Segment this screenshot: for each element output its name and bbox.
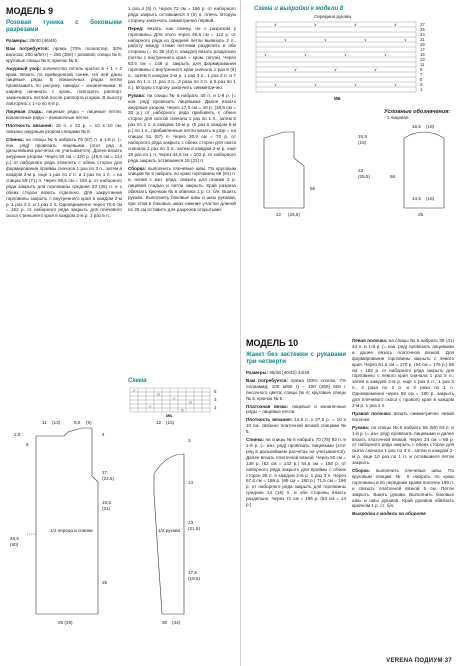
svg-text:O: O bbox=[157, 392, 160, 397]
svg-text:(25,5): (25,5) bbox=[288, 212, 301, 217]
model9-row-1-label: 1 bbox=[214, 405, 217, 410]
svg-text:15,5: 15,5 bbox=[358, 134, 367, 139]
model9-stockinette: Лицевая гладь: лицевые ряды – лицевые петли, изнаночные ряды – изнаночные петли. bbox=[6, 108, 123, 120]
dim-17-5: 17,5 bbox=[188, 570, 197, 575]
svg-text:∨: ∨ bbox=[364, 37, 367, 42]
model9-sleeve-label: 1/2 рукава bbox=[158, 528, 181, 533]
svg-text:14,5: 14,5 bbox=[412, 196, 421, 201]
svg-text:∨: ∨ bbox=[314, 22, 317, 27]
dim-3: 3 bbox=[188, 438, 191, 443]
svg-text:∨: ∨ bbox=[354, 82, 357, 87]
dim-11: 11 bbox=[42, 420, 47, 425]
svg-text:∨: ∨ bbox=[344, 52, 347, 57]
svg-text:∨: ∨ bbox=[354, 22, 357, 27]
dim-34: (34) bbox=[172, 620, 181, 625]
svg-text:∧: ∧ bbox=[173, 396, 176, 401]
svg-text:∨: ∨ bbox=[394, 82, 397, 87]
model10-sleeves: Рукава: на спицы № 6 набрать 55 (59) 63 п. и 1-й р. (= изн. ряд) провязать лицевыми и далее вязать платочной вязкой. Через 24 см = 66 р. от наборного ряда закрыть с обеих сторон для оката сначала 1 раз по 3 п., затем в каждом 2-м р. еще 10 раз по 1 п. и оставшиеся петли закрыть. bbox=[352, 424, 454, 466]
svg-text:23: 23 bbox=[420, 32, 425, 37]
svg-text:19: 19 bbox=[420, 42, 425, 47]
dim-9: (9) bbox=[86, 420, 92, 425]
model9-row-3-label: 3 bbox=[214, 397, 217, 402]
svg-text:5: 5 bbox=[420, 77, 423, 82]
dim-19-5: 19,5 bbox=[102, 500, 111, 505]
dim-30: 30 bbox=[162, 620, 168, 625]
model10-left-front: Левая полочка: на спицы № 6 набрать 38 (41) 44 п. и 1-й р. (= изн. ряд) провязать лицевыми и далее вязать платочной вязкой. Для формирования горловины закрыть с левого края. Через 61,5 см = 170 р. (64 см = 176 р.) 66 см = 182 р. от наборного ряда закрыть для горловины с левого края сначала 1 раз 5 п., затем в каждом 2-м р. еще 1 раз 4 п., 1 раз 3 п., 2 раза по 2 п. и 3 раза по 1 п. Одновременно через 69 см = 190 р. закрыть для плечевого скоса с правого края в каждом 2-м р. 1 раз 4 п. bbox=[352, 338, 454, 408]
model9-body-outline bbox=[36, 428, 98, 614]
dim-25: 25 bbox=[102, 580, 108, 585]
svg-text:∨: ∨ bbox=[324, 37, 327, 42]
svg-text:∨: ∨ bbox=[374, 67, 377, 72]
svg-text:∨: ∨ bbox=[264, 52, 267, 57]
svg-text:9: 9 bbox=[420, 67, 423, 72]
model9-back: Спинка: на спицы № 6 набрать 75 (87) п. и 1-й р. (= изн. ряд) провязать лицевыми (этот ряд в дальнейшем расчетах не учитывается). Далее вязать ажурным узором. Через 50 см = 120 р. (48,5 см = 114 р.) от наборного ряда отметить с обеих сторон для формирования проймы сначала 1 раз по 3 п., затем в каждом 2-м р. еще 1 раз по 2 п. и 1 раз по 1 п. = на спицах 59 (71) п. Через 69,5 см = 160 р. от наборного ряда закрыть для горловины средние 23 (25) п. и с обеих сторон вязать отдельно. Для закругления горловины закрыть с внутреннего края в каждом 2-м р. 1 раз 3 п. и 1 раз 2 п. Одновременно через 70,5 см = 162 р. от наборного ряда закрыть для плечевого скоса с внешнего края в каждом 2-м р. 1 раз 5 п., bbox=[6, 136, 122, 219]
model10-right-front: Правая полочка: вязать симметрично левой полочке. bbox=[352, 410, 454, 422]
dim-6: 6 bbox=[26, 442, 29, 447]
svg-text:(16): (16) bbox=[358, 140, 367, 145]
svg-text:22: 22 bbox=[276, 212, 282, 217]
svg-text:∨: ∨ bbox=[384, 52, 387, 57]
svg-text:∨: ∨ bbox=[274, 82, 277, 87]
model9-column-2 bbox=[128, 6, 236, 215]
model9-subtitle: Розовая туника с боковыми разрезами bbox=[6, 19, 122, 33]
model9-column-1 bbox=[6, 6, 122, 221]
model10-title: МОДЕЛЬ 10 bbox=[246, 338, 299, 348]
dim-18-5: (18,5) bbox=[188, 576, 201, 581]
dim-14: 14 bbox=[188, 480, 194, 485]
model8-scheme-block bbox=[254, 6, 454, 120]
svg-text:(25,5): (25,5) bbox=[358, 174, 371, 179]
model9-back-cont: 1 раз 4 (5) п. Через 72 см = 166 р. от наборного ряда закрыть оставшиеся 4 (5) п. плеча. Вторую сторону закончить симметрично первой. bbox=[128, 6, 236, 23]
model8-legend-item: - 1 лицевая bbox=[384, 115, 409, 120]
svg-text:∨: ∨ bbox=[334, 67, 337, 72]
svg-text:∨: ∨ bbox=[394, 22, 397, 27]
model9-sleeve-outline bbox=[154, 454, 184, 614]
model10-column-1 bbox=[246, 338, 346, 510]
footer-brand: VERENA ПОДИУМ bbox=[386, 658, 443, 664]
dim-13: (13) bbox=[52, 420, 61, 425]
model9-front: Перед: вязать, как спинку, но с разрезом у горловины. Для этого через 48,5 см = 112 р. от наборного ряда из средней петли вывязать 2 п., работу между этими петлями разделить и обе стороны (= по 38 (44) п. каждая) вязать раздельно (петли с внутреннего края = кром. петли). Через 63,5 см = 146 р. закрыть для формирования горловины с внутреннего края сначала 1 раз 5 (6) п., затем в каждом 2-м р. 1 раз 3 п., 1 раз 2 п. и 7 раз по 1 п. (1 раз 3 п., 3 раза по 2 п. и 5 раз по 1 п.). Вторую сторону закончить симметрично. bbox=[128, 25, 237, 90]
svg-text:7: 7 bbox=[420, 72, 423, 77]
svg-text:23: 23 bbox=[358, 168, 364, 173]
model8-scheme-title: Схема и выкройки к модели 8 bbox=[254, 6, 344, 12]
svg-text:27: 27 bbox=[420, 22, 425, 27]
model9-ajur-pattern: Ажурный узор: количество петель кратно 6 + 1 + 2 кром. Вязать по приведенной схеме. На ней даны лицевые ряды. В изнаночных рядах петли провязывать по рисунку, накиды – изнаночными. В ширину начинать с кром., повторять раппорт, заканчивать петлей после раппорта и кром. В высоту повторять с 1-го по 6-й р. bbox=[6, 65, 123, 107]
svg-text:∨: ∨ bbox=[284, 37, 287, 42]
model10-column-2 bbox=[352, 338, 454, 519]
model10-note: Выкройки к модели на обороте bbox=[352, 511, 426, 517]
svg-text:3: 3 bbox=[420, 82, 423, 87]
model10-sizes: Размеры: 36/38 (40/42) 44/46 bbox=[246, 370, 310, 375]
model8-pattern-diagrams bbox=[254, 118, 454, 218]
model10-assembly: Сборка: выполнить плечевые швы. По круговым спицам № 5 набрать по краю горловины и по передним краям полочек 189 п. и связать платочной вязкой 5 см. Петли закрыть. Вшить рукава. Выполнить боковые швы и швы рукавов. Край рукавов обвязать крючком 1 р. ст. б/н. bbox=[352, 468, 454, 509]
model9-row-5-label: 5 bbox=[214, 389, 217, 394]
dim-27: 27 bbox=[102, 470, 108, 475]
model10-back: Спинка: на спицы № 6 набрать 70 (76) 82 п. и 1-й р. (= изн. ряд) провязать лицевыми (этот ряд в дальнейшем расчетах не учитывается). Далее вязать платочной вязкой. Через 50 см = 138 р. (52 см = 142 р.) 54,5 см = 150 р. от наборного ряда закрыть для проймы с обеих сторон 36 п. в каждом 2-м р. 1 раз 3 п. Через 67,5 см = 186 р. (69 см = 190 р.) 71,5 см = 196 р. от наборного ряда закрыть для горловины средние 14 (16) п. и обе стороны вязать раздельно. Через 71 см = 196 р. (63 см = 14 р.) bbox=[246, 437, 346, 508]
svg-text:O: O bbox=[189, 400, 192, 405]
dim-21-5: (21,5) bbox=[188, 526, 201, 531]
svg-text:∨: ∨ bbox=[404, 37, 407, 42]
svg-text:13: 13 bbox=[420, 57, 425, 62]
model9-pattern-diagrams bbox=[6, 414, 236, 654]
svg-text:∨: ∨ bbox=[304, 52, 307, 57]
model9-title: МОДЕЛЬ 9 bbox=[6, 6, 54, 16]
model8-stitch-chart bbox=[254, 20, 454, 104]
dim-15: (15) bbox=[166, 420, 175, 425]
dim-23: 23 bbox=[188, 520, 194, 525]
model9-body-label: 1/2 переда и спинки bbox=[50, 528, 93, 533]
dim-8-5: 8,5 bbox=[74, 420, 81, 425]
dim-2-5: 2,5 bbox=[14, 432, 21, 437]
dim-25-29: 25 (29) bbox=[58, 620, 73, 625]
model8-center-label: Середина рукава bbox=[314, 14, 351, 19]
page-footer bbox=[386, 658, 452, 664]
svg-text:МБ: МБ bbox=[334, 96, 341, 101]
model10-subtitle: Жакет без застежки с рукавами три четверти bbox=[246, 351, 346, 365]
svg-text:11: 11 bbox=[420, 62, 425, 67]
svg-text:25: 25 bbox=[418, 212, 424, 217]
model10-garter: Платочная вязка: лицевые и изнаночные ряды – лицевые петли. bbox=[246, 403, 346, 415]
model8-legend-title: Условные обозначения: bbox=[384, 109, 451, 115]
model9-materials: Вам потребуется: пряжа (70% полиэстер, 30% вискоза; 200 м/50 г) – 250 (300) г розовой; спицы № 6; круговые спицы № 5; крючок № 6. bbox=[6, 45, 122, 63]
svg-text:∨: ∨ bbox=[294, 67, 297, 72]
model9-sleeves: Рукава: на спицы № 6 набрать 45 п. и 1-й р. (= изн. ряд) провязать лицевыми. Далее вязать ажурным узором. Через 17,5 см = 40 р. (18,5 см = 20 р.) от наборного ряда прибавить с обеих сторон для скосов сначала 1 раз по 1 п., затем 5 раз по 1 п. в каждом 10-м р. (5 раз в каждом 6-м р.) по 1 п., прибавленные петли вязать в узор = на спицах 51 (57) п. Через 30,5 см = 70 р. от наборного ряда закрыть с обеих сторон для оката сначала 1 раз по 3 п., затем в каждом 2-м р. еще 15 раз по 1 п. Через 44,5 см = 102 р. от наборного ряда закрыть оставшиеся 15 (21) п. bbox=[128, 92, 237, 163]
model9-assembly: Сборка: выполнить плечевые швы. По круговым спицам № 5 набрать по краю горловины 69 (81) п. и, начав с изн. ряда, связать для планки 3 р. лицевой гладью и петли закрыть. Край разреза обвязать крючком № 6 обвязка 1 р. ст. б/н. Вшить рукава. Выполнить боковые швы и швы рукавов, при этом в боковых швах нижние участки длиной по 25 см оставить для разрезов открытыми. bbox=[128, 165, 236, 212]
model10-materials: Вам потребуется: пряжа (93% хлопок, 7% полиамид; 100 м/50 г) – 400 (450) 500 г песочного цвета; спицы № 6; круговые спицы № 5; крючок № 5. bbox=[246, 377, 346, 401]
svg-text:17: 17 bbox=[420, 47, 425, 52]
svg-text:∨: ∨ bbox=[314, 82, 317, 87]
dim-12: 12 bbox=[156, 420, 162, 425]
model9-sizes: Размеры: 38/40 (46/48) bbox=[6, 38, 57, 43]
dim-48-5: 48,5 bbox=[10, 536, 19, 541]
svg-text:(16): (16) bbox=[426, 196, 435, 201]
dim-4: 4 bbox=[102, 432, 105, 437]
svg-text:∧: ∧ bbox=[149, 404, 152, 409]
svg-text:25: 25 bbox=[420, 27, 425, 32]
column-divider bbox=[240, 0, 241, 666]
svg-text:1: 1 bbox=[420, 87, 423, 92]
model9-gauge: Плотность вязания: 15 п. х 23 р. = 10 х 10 см, связано ажурным узором спицами № 6. bbox=[6, 122, 122, 134]
dim-24-5: (24,5) bbox=[102, 476, 115, 481]
svg-text:(18): (18) bbox=[426, 124, 435, 129]
svg-text:21: 21 bbox=[420, 37, 425, 42]
dim-50: (50) bbox=[10, 542, 19, 547]
svg-text:15: 15 bbox=[420, 52, 425, 57]
svg-text:O: O bbox=[181, 408, 184, 413]
svg-text:∨: ∨ bbox=[274, 22, 277, 27]
model10-gauge: Плотность вязания: 14,5 п. х 27,5 р. = 10 х 10 см, связано платочной вязкой спицами № 6. bbox=[246, 417, 346, 435]
svg-text:56: 56 bbox=[310, 186, 316, 191]
svg-text:16,5: 16,5 bbox=[412, 124, 421, 129]
model9-scheme-title: Схема bbox=[128, 378, 147, 384]
footer-page-number: 37 bbox=[444, 658, 452, 664]
svg-text:56: 56 bbox=[390, 174, 396, 179]
dim-21: (21) bbox=[102, 506, 111, 511]
model9-rapport-label: МБ bbox=[166, 413, 173, 418]
svg-text:∧: ∧ bbox=[133, 388, 136, 393]
